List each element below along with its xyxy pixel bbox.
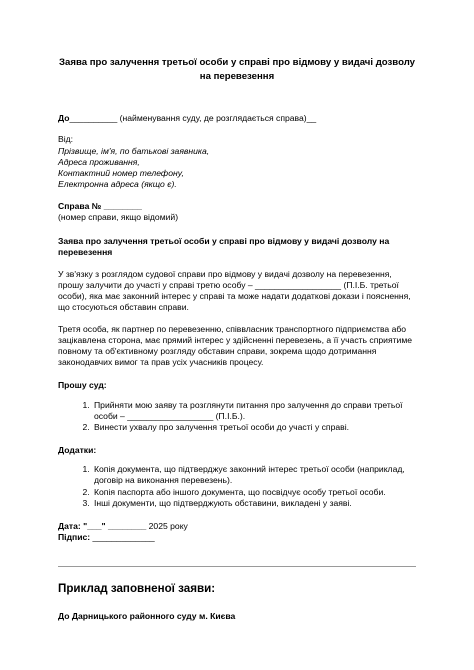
example-court-line: До Дарницького районного суду м. Києва: [58, 611, 236, 622]
case-number-hint: (номер справи, якщо відомий): [58, 212, 179, 223]
addressee-blank: __________: [69, 113, 118, 124]
paragraph-third-party-interest: Третя особа, як партнер по перевезенню, співвласник транспортного підприємства або зацікавлена сторона, має прямий інтерес у здійсненні перевезень, а її участь сприятиме повному та об'єктивному розгляду обставин справи, зокрема щодо дотримання законодавчих вимог та прав усіх учасників процесу.: [58, 323, 413, 368]
sender-address: Адреса проживання,: [58, 156, 140, 167]
attachment-item: 3. Інші документи, що підтверджують обставини, викладені у заяві.: [92, 498, 416, 509]
attachments-list: [58, 464, 416, 509]
sender-label: Від:: [58, 134, 74, 145]
request-item: 2. Винести ухвалу про залучення третьої особи до участі у справі.: [92, 422, 416, 433]
case-block: [58, 201, 416, 223]
date-signature-block: [58, 521, 416, 543]
document-title: Заява про залучення третьої особи у справі про відмову у видачі дозволу на перевезення: [59, 57, 415, 82]
sender-phone: Контактний номер телефону,: [58, 167, 184, 178]
request-list: [58, 400, 416, 434]
addressee-hint: (найменування суду, де розглядається справа)__: [117, 113, 317, 124]
sender-name: Прізвище, ім'я, по батькові заявника,: [58, 145, 210, 156]
date-line: [58, 521, 416, 532]
section-title: Заява про залучення третьої особи у справі про відмову у видачі дозволу на перевезення: [58, 235, 390, 258]
signature-line: [58, 532, 416, 543]
date-label: Дата: "___" ________: [58, 520, 147, 531]
date-year: 2025 року: [146, 520, 188, 531]
sender-block: [58, 134, 416, 190]
addressee-line: [58, 113, 416, 124]
section-divider: [58, 566, 416, 567]
attachment-item: 2. Копія паспорта або іншого документа, що посвідчує особу третьої особи.: [92, 487, 416, 498]
example-heading: Приклад заповненої заяви:: [58, 582, 216, 596]
addressee-prefix: До: [58, 113, 70, 124]
paragraph-request-reason: У зв'язку з розглядом судової справи про відмову у видачі дозволу на перевезення, прошу залучити до участі у справі третю особу – __________________ (П.І.Б. третьої особи), яка має законний інтерес у справі та може надати додаткові докази і пояснення, що стосуються обставин справи.: [58, 268, 411, 313]
signature-blank: _____________: [90, 532, 155, 543]
request-item: 1. Прийняти мою заяву та розглянути питання про залучення до справи третьої особи – __________________ (П.І.Б.).: [92, 400, 416, 422]
sender-email: Електронна адреса (якщо є).: [58, 179, 177, 190]
signature-label: Підпис:: [58, 532, 91, 543]
case-number: Справа № ________: [58, 201, 142, 212]
request-heading: Прошу суд:: [58, 380, 107, 391]
attachments-heading: Додатки:: [58, 445, 97, 456]
attachment-item: 1. Копія документа, що підтверджує законний інтерес третьої особи (наприклад, договір на виконання перевезень).: [92, 464, 416, 486]
